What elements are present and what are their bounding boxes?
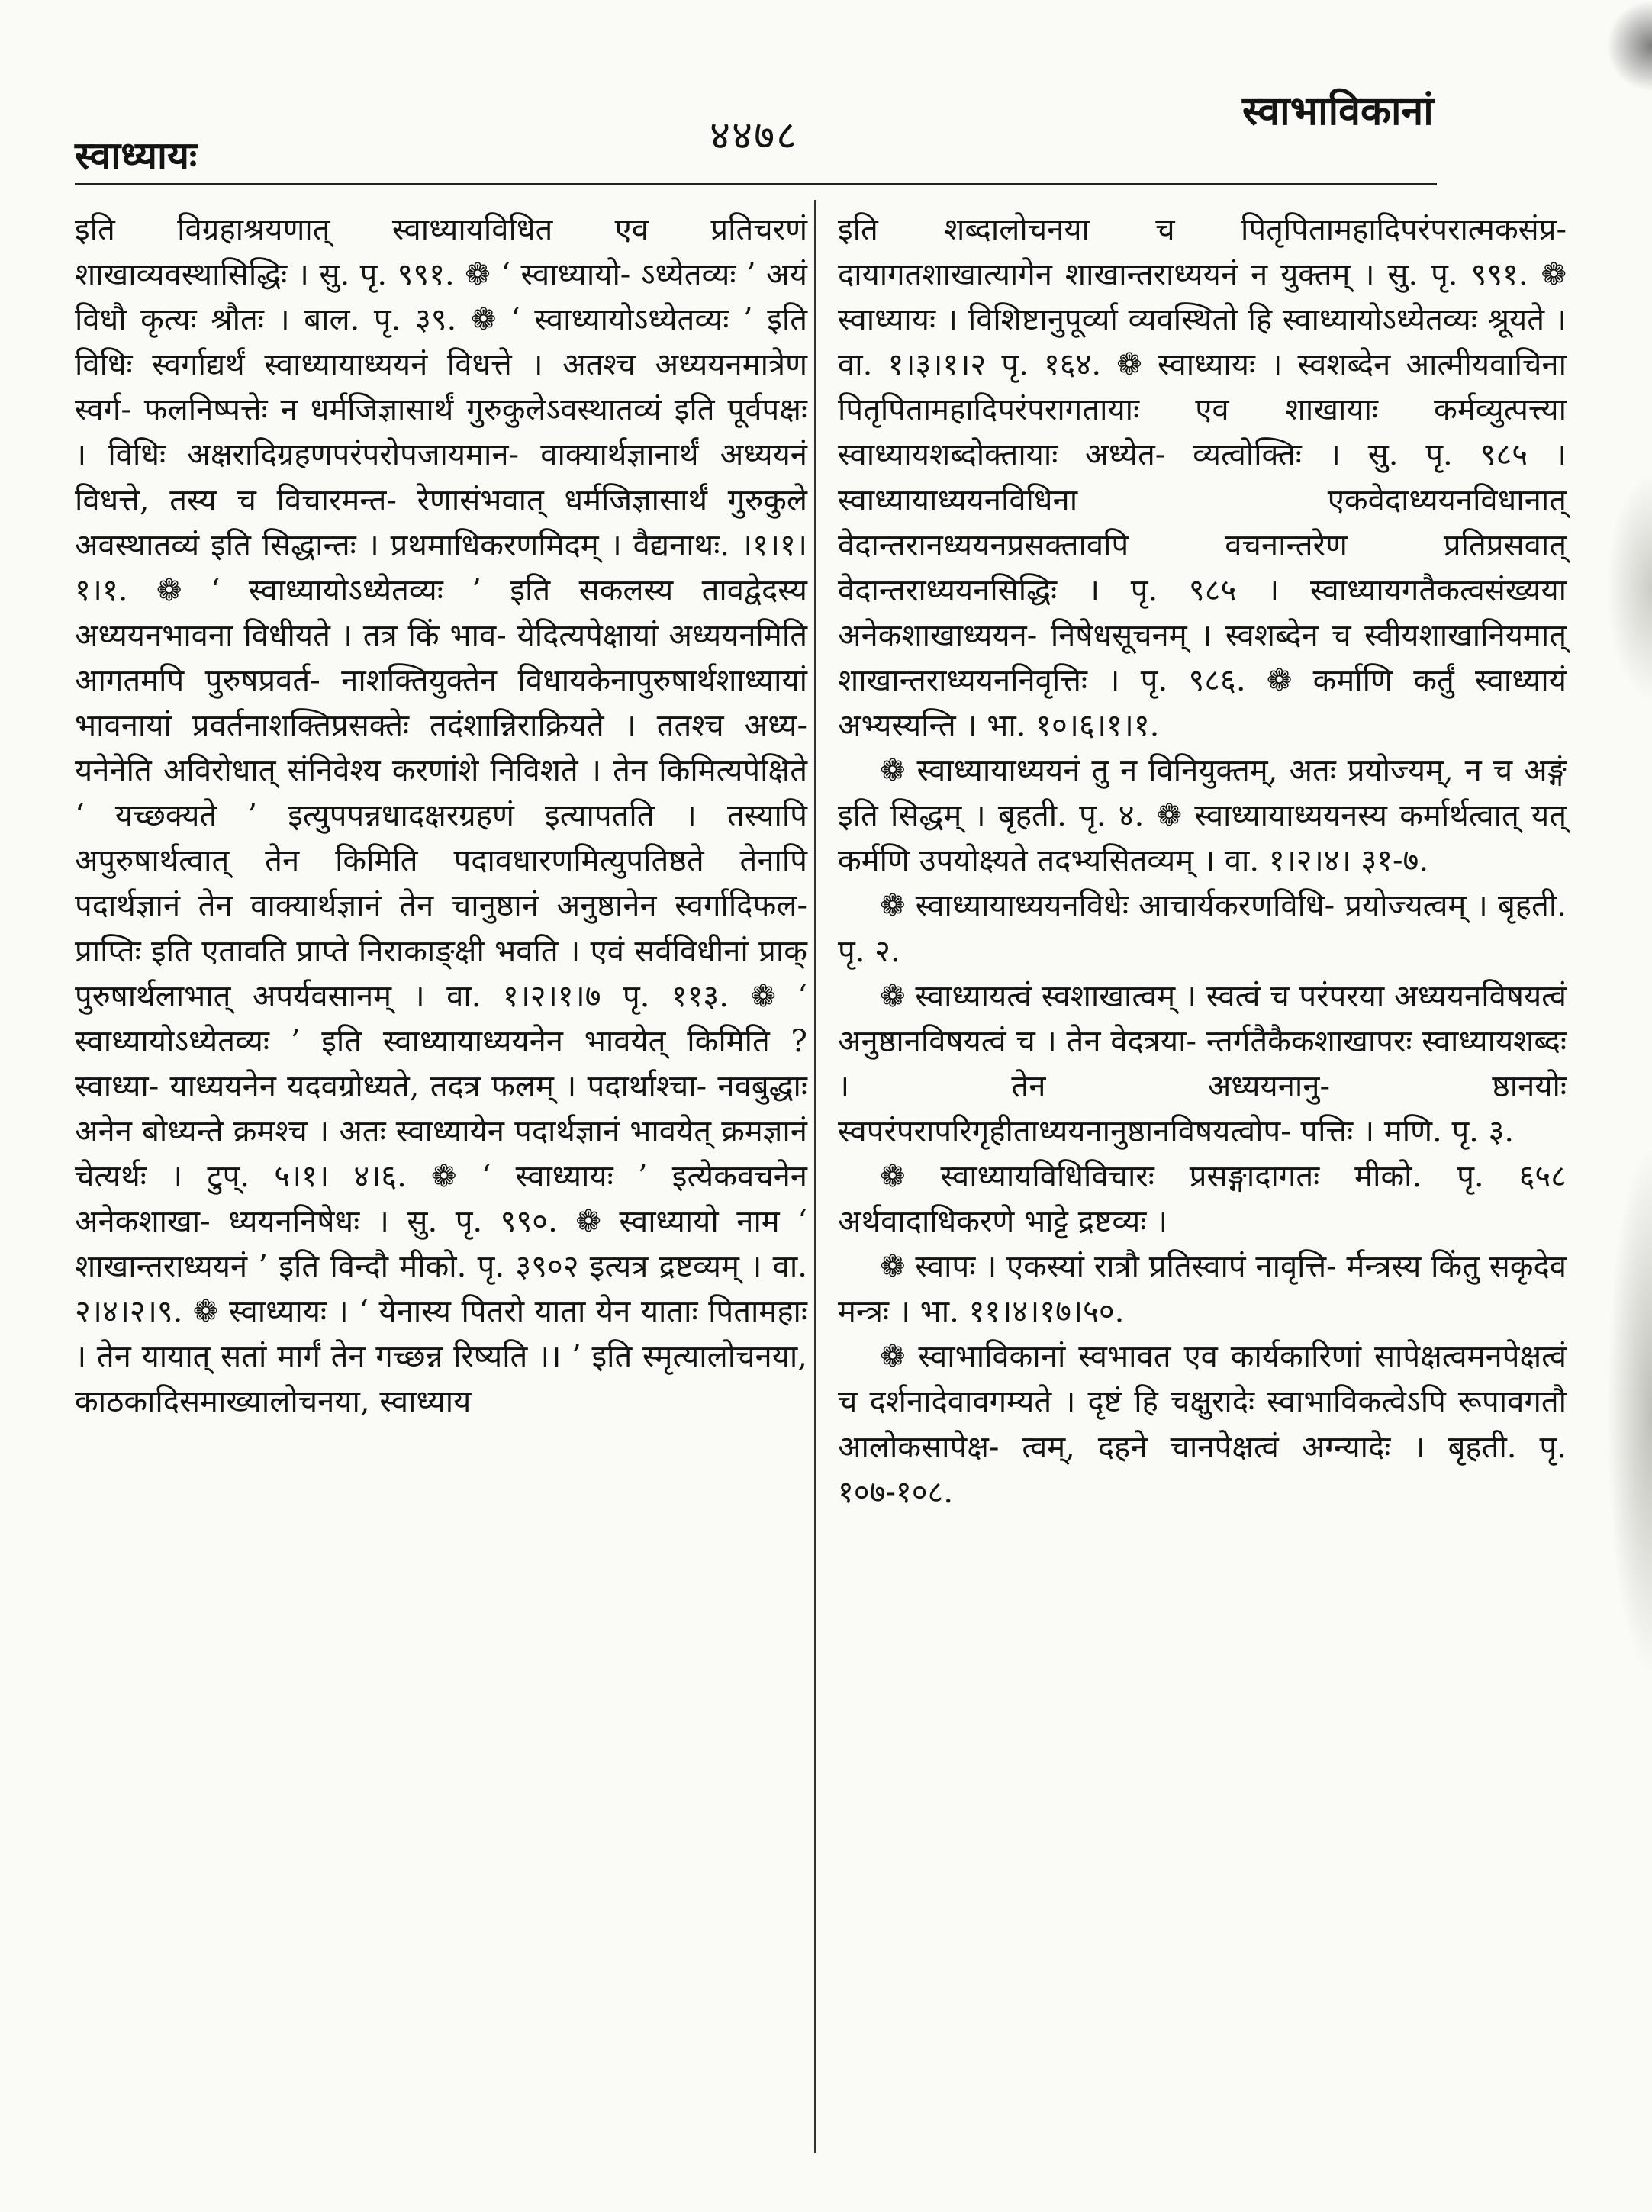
edge-stain bbox=[1606, 0, 1652, 92]
paragraph: ❁ स्वाध्यायाध्ययनं तु न विनियुक्तम्, अतः प्रयोज्यम्, न च अङ्गं इति सिद्धम् । बृहती. पृ. ४. ❁ स्वाध्यायाध्ययनस्य कर्मार्थत्वात् यत् कर्मणि उपयोक्ष्यते तदभ्यसितव्यम् । वा. १।२।४। ३१-७. bbox=[838, 753, 1567, 879]
page-number: ४४७८ bbox=[710, 113, 799, 159]
running-head-right: स्वाभाविकानां bbox=[1242, 88, 1434, 134]
header-rule bbox=[75, 183, 1437, 185]
paragraph: ❁ स्वाध्यायत्वं स्वशाखात्वम् । स्वत्वं च परंपरया अध्ययनविषयत्वं अनुष्ठानविषयत्वं च । तेन वेदत्रया- न्तर्गतैकैकशाखापरः स्वाध्यायशब्दः । तेन अध्ययनानु- ष्ठानयोः स्वपरंपरापरिगृहीताध्ययनानुष्ठानविषयत्वोप- पत्तिः । मणि. पृ. ३. bbox=[838, 978, 1567, 1149]
paragraph: ❁ स्वाभाविकानां स्वभावत एव कार्यकारिणां सापेक्षत्वमनपेक्षत्वं च दर्शनादेवावगम्यते । दृष्टं हि चक्षुरादेः स्वाभाविकत्वेऽपि रूपावगतौ आलोकसापेक्ष- त्वम्, दहने चानपेक्षत्वं अग्न्यादेः । बृहती. पृ. १०७-१०८. bbox=[838, 1339, 1567, 1510]
paragraph: ❁ स्वापः । एकस्यां रात्रौ प्रतिस्वापं नावृत्ति- र्मन्त्रस्य किंतु सकृदेव मन्त्रः । भा. ११।४।१७।५०. bbox=[838, 1249, 1567, 1330]
paragraph: इति शब्दालोचनया च पितृपितामहादिपरंपरात्मकसंप्र- दायागतशाखात्यागेन शाखान्तराध्ययनं न युक्तम् । सु. पृ. ९९१. ❁ स्वाध्यायः । विशिष्टानुपूर्व्या व्यवस्थितो हि स्वाध्यायोऽध्येतव्यः श्रूयते । वा. १।३।१।२ पृ. १६४. ❁ स्वाध्यायः । स्वशब्देन आत्मीयवाचिना पितृपितामहादिपरंपरागतायाः एव शाखायाः कर्मव्युत्पत्त्या स्वाध्यायशब्दोक्तायाः अध्येत- व्यत्वोक्तिः । सु. पृ. ९८५ । स्वाध्यायाध्ययनविधिना एकवेदाध्ययनविधानात् वेदान्तरानध्ययनप्रसक्तावपि वचनान्तरेण प्रतिप्रसवात् वेदान्तराध्ययनसिद्धिः । पृ. ९८५ । स्वाध्यायगतैकत्वसंख्यया अनेकशाखाध्ययन- निषेधसूचनम् । स्वशब्देन च स्वीयशाखानियमात् शाखान्तराध्ययननिवृत्तिः । पृ. ९८६. ❁ कर्माणि कर्तुं स्वाध्यायं अभ्यस्यन्ति । भा. १०।६।१।१. bbox=[838, 212, 1567, 744]
paragraph: ❁ स्वाध्यायाध्ययनविधेः आचार्यकरणविधि- प्रयोज्यत्वम् । बृहती. पृ. २. bbox=[838, 888, 1567, 969]
column-divider bbox=[814, 200, 816, 2153]
right-column bbox=[838, 208, 1567, 1515]
edge-stain bbox=[1606, 473, 1652, 702]
running-head-left: स्वाध्यायः bbox=[75, 133, 198, 178]
left-column bbox=[75, 208, 807, 1425]
paragraph: इति विग्रहाश्रयणात् स्वाध्यायविधित एव प्रतिचरणं शाखाव्यवस्थासिद्धिः । सु. पृ. ९९१. ❁ ‘ स्वाध्यायो- ऽध्येतव्यः ’ अयं विधौ कृत्यः श्रौतः । बाल. पृ. ३९. ❁ ‘ स्वाध्यायोऽध्येतव्यः ’ इति विधिः स्वर्गाद्यर्थं स्वाध्यायाध्ययनं विधत्ते । अतश्च अध्ययनमात्रेण स्वर्ग- फलनिष्पत्तेः न धर्मजिज्ञासार्थं गुरुकुलेऽवस्थातव्यं इति पूर्वपक्षः । विधिः अक्षरादिग्रहणपरंपरोपजायमान- वाक्यार्थज्ञानार्थं अध्ययनं विधत्ते, तस्य च विचारमन्त- रेणासंभवात् धर्मजिज्ञासार्थं गुरुकुले अवस्थातव्यं इति सिद्धान्तः । प्रथमाधिकरणमिदम् । वैद्यनाथः. ।१।१। १।१. ❁ ‘ स्वाध्यायोऽध्येतव्यः ’ इति सकलस्य तावद्वेदस्य अध्ययनभावना विधीयते । तत्र किं भाव- येदित्यपेक्षायां अध्ययनमिति आगतमपि पुरुषप्रवर्त- नाशक्तियुक्तेन विधायकेनापुरुषार्थशाध्यायां भावनायां प्रवर्तनाशक्तिप्रसक्तेः तदंशान्निराक्रियते । ततश्च अध्य- यनेनेति अविरोधात् संनिवेश्य करणांशे निविशते । तेन किमित्यपेक्षिते ‘ यच्छक्यते ’ इत्युपपन्नधादक्षरग्रहणं इत्यापतति । तस्यापि अपुरुषार्थत्वात् तेन किमिति पदावधारणमित्युपतिष्ठते तेनापि पदार्थज्ञानं तेन वाक्यार्थज्ञानं तेन चानुष्ठानं अनुष्ठानेन स्वर्गादिफल- प्राप्तिः इति एतावति प्राप्ते निराकाङ्क्षी भवति । एवं सर्वविधीनां प्राक् पुरुषार्थलाभात् अपर्यवसानम् । वा. १।२।१।७ पृ. ११३. ❁ ‘ स्वाध्यायोऽध्येतव्यः ’ इति स्वाध्यायाध्ययनेन भावयेत् किमिति ? स्वाध्या- याध्ययनेन यदवग्रोध्यते, तदत्र फलम् । पदार्थाश्चा- नवबुद्धाः अनेन बोध्यन्ते क्रमश्च । अतः स्वाध्यायेन पदार्थज्ञानं भावयेत् क्रमज्ञानं चेत्यर्थः । टुप्. ५।१। ४।६. ❁ ‘ स्वाध्यायः ’ इत्येकवचनेन अनेकशाखा- ध्ययननिषेधः । सु. पृ. ९९०. ❁ स्वाध्यायो नाम ‘ शाखान्तराध्ययनं ’ इति विन्दौ मीको. पृ. ३९०२ इत्यत्र द्रष्टव्यम् । वा. २।४।२।९. ❁ स्वाध्यायः । ‘ येनास्य पितरो याता येन याताः पितामहाः । तेन यायात् सतां मार्गं तेन गच्छन्न रिष्यति ।। ’ इति स्मृत्यालोचनया, काठकादिसमाख्यालोचनया, स्वाध्याय bbox=[75, 212, 807, 1420]
paragraph: ❁ स्वाध्यायविधिविचारः प्रसङ्गादागतः मीको. पृ. ६५८ अर्थवादाधिकरणे भाट्टे द्रष्टव्यः । bbox=[838, 1158, 1567, 1240]
edge-stain bbox=[1606, 1145, 1652, 1679]
